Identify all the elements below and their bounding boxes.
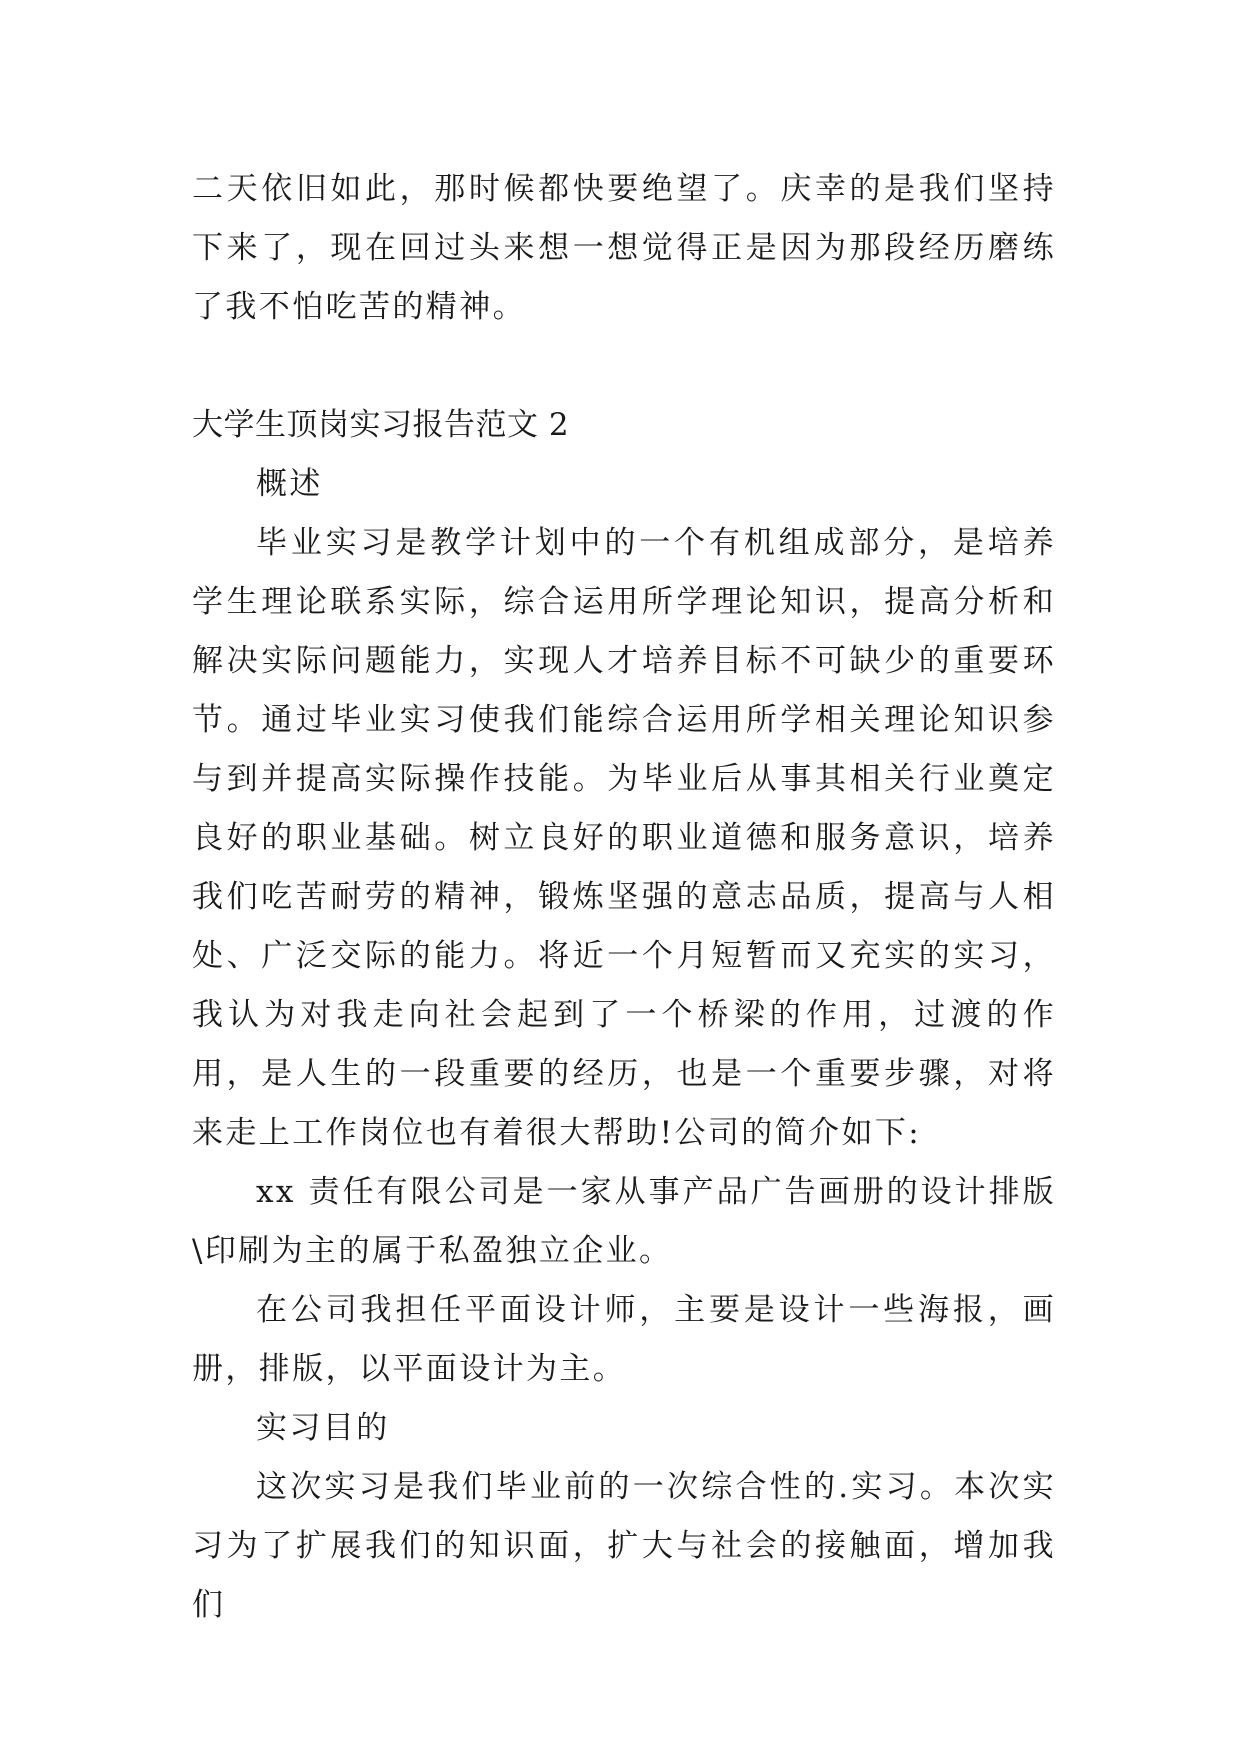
purpose-paragraph: 这次实习是我们毕业前的一次综合性的.实习。本次实习为了扩展我们的知识面，扩大与社会的接触面，增加我们 — [192, 1469, 1056, 1623]
paragraph-gap — [192, 337, 1056, 396]
overview-heading: 概述 — [256, 466, 323, 502]
continuation-paragraph: 二天依旧如此，那时候都快要绝望了。庆幸的是我们坚持下来了，现在回过头来想一想觉得正是因为那段经历磨练了我不怕吃苦的精神。 — [192, 171, 1056, 325]
purpose-heading: 实习目的 — [256, 1410, 390, 1446]
company-paragraph: xx 责任有限公司是一家从事产品广告画册的设计排版\印刷为主的属于私盈独立企业。 — [192, 1174, 1056, 1269]
section-title: 大学生顶岗实习报告范文 2 — [192, 407, 570, 443]
role-paragraph: 在公司我担任平面设计师，主要是设计一些海报，画册，排版，以平面设计为主。 — [192, 1292, 1056, 1387]
document-page — [192, 160, 1056, 1635]
overview-paragraph: 毕业实习是教学计划中的一个有机组成部分，是培养学生理论联系实际，综合运用所学理论知识，提高分析和解决实际问题能力，实现人才培养目标不可缺少的重要环节。通过毕业实习使我们能综合运用所学相关理论知识参与到并提高实际操作技能。为毕业后从事其相关行业奠定良好的职业基础。树立良好的职业道德和服务意识，培养我们吃苦耐劳的精神，锻炼坚强的意志品质，提高与人相处、广泛交际的能力。将近一个月短暂而又充实的实习，我认为对我走向社会起到了一个桥梁的作用，过渡的作用，是人生的一段重要的经历，也是一个重要步骤，对将来走上工作岗位也有着很大帮助!公司的简介如下: — [192, 525, 1056, 1151]
